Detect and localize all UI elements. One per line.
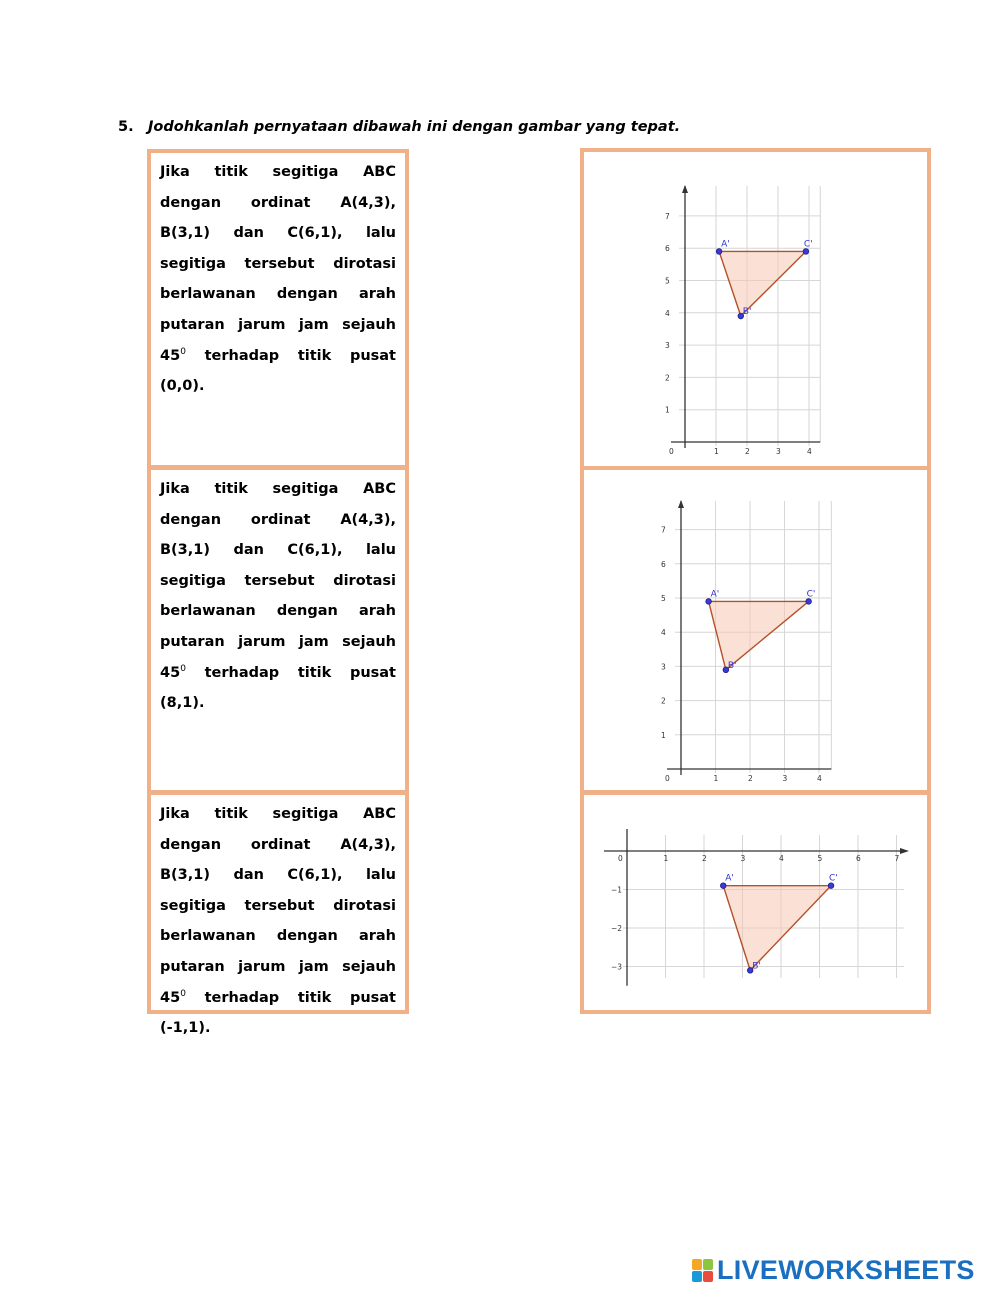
- y-tick-label: 4: [661, 628, 666, 638]
- x-tick-label: 3: [740, 854, 746, 863]
- x-tick-label: 4: [807, 447, 812, 456]
- y-tick-label: 2: [665, 373, 670, 383]
- x-axis-arrow-icon: [900, 848, 909, 854]
- degree-mark: 0: [180, 663, 186, 674]
- logo-text: LIVEWORKSHEETS: [717, 1254, 975, 1285]
- y-tick-label: 7: [661, 525, 666, 535]
- y-tick-label: 5: [661, 594, 666, 603]
- statement-box-1[interactable]: [147, 149, 409, 469]
- x-tick-label: 1: [714, 447, 719, 456]
- graph-box-2[interactable]: [580, 466, 931, 794]
- y-tick-label: 5: [665, 276, 670, 286]
- y-tick-label: −3: [611, 962, 623, 972]
- point-label: C': [803, 239, 813, 250]
- statement-box-3[interactable]: [147, 791, 409, 1037]
- y-tick-label: 6: [665, 244, 670, 254]
- y-tick-label: 1: [661, 730, 666, 740]
- statement-box-2[interactable]: [147, 466, 409, 794]
- point-marker: [803, 249, 809, 255]
- graph-chart-3: [584, 795, 927, 1010]
- liveworksheets-logo: [692, 1254, 975, 1286]
- point-label: B': [727, 660, 737, 671]
- y-tick-label: 3: [661, 662, 666, 672]
- statement-text-3: Jika titik segitiga ABC dengan ordinat A(4,3), B(3,1) dan C(6,1), lalu segitiga tersebut dirotasi berlawanan dengan arah putaran jarum jam sejauh $45^0$ terhadap titik pusat (-1,1).: [160, 806, 396, 1037]
- point-label: A': [725, 873, 734, 884]
- graph-chart-1: [584, 152, 927, 466]
- point-marker: [806, 599, 812, 605]
- x-tick-label: 0: [669, 447, 674, 456]
- point-marker: [716, 249, 722, 255]
- point-label: C': [829, 873, 838, 884]
- question-heading: [118, 119, 818, 135]
- x-tick-label: 5: [817, 854, 823, 863]
- question-text: Jodohkanlah pernyataan dibawah ini dengan gambar yang tepat.: [148, 119, 681, 135]
- degree-mark: 0: [180, 346, 186, 357]
- y-tick-label: −1: [611, 885, 623, 895]
- image-triangle: [719, 251, 806, 316]
- image-triangle: [709, 601, 809, 669]
- point-marker: [720, 883, 726, 889]
- x-tick-label: 2: [748, 774, 753, 783]
- graph-box-1[interactable]: [580, 148, 931, 470]
- x-tick-label: 1: [663, 854, 669, 863]
- x-tick-label: 0: [665, 774, 670, 783]
- point-marker: [828, 883, 834, 889]
- y-tick-label: 7: [665, 211, 670, 221]
- point-marker: [706, 599, 712, 605]
- point-label: A': [710, 589, 720, 600]
- statement-text-2: Jika titik segitiga ABC dengan ordinat A(4,3), B(3,1) dan C(6,1), lalu segitiga tersebut dirotasi berlawanan dengan arah putaran jarum jam sejauh $45^0$ terhadap titik pusat (8,1).: [160, 481, 396, 712]
- y-tick-label: 1: [665, 405, 670, 415]
- x-tick-label: 6: [856, 854, 861, 863]
- y-tick-label: 2: [661, 696, 666, 706]
- point-label: C': [806, 589, 816, 600]
- x-tick-label: 4: [779, 854, 784, 863]
- graph-chart-2: [584, 470, 927, 790]
- y-tick-label: −2: [611, 924, 623, 933]
- y-tick-label: 3: [665, 341, 670, 351]
- y-tick-label: 6: [661, 559, 666, 569]
- y-axis-arrow-icon: [678, 500, 684, 508]
- point-label: A': [721, 239, 730, 250]
- x-tick-label: 2: [745, 447, 750, 456]
- x-tick-label: 1: [713, 774, 719, 783]
- x-tick-label: 4: [817, 774, 822, 783]
- y-axis-arrow-icon: [682, 185, 688, 193]
- x-tick-label: 3: [782, 774, 788, 783]
- question-number: 5.: [118, 119, 134, 135]
- x-tick-label: 2: [702, 854, 707, 863]
- x-tick-label: 7: [894, 854, 900, 863]
- x-tick-label: 3: [776, 447, 781, 456]
- statement-text-1: Jika titik segitiga ABC dengan ordinat A(4,3), B(3,1) dan C(6,1), lalu segitiga tersebut dirotasi berlawanan dengan arah putaran jarum jam sejauh $45^0$ terhadap titik pusat (0,0).: [160, 164, 396, 395]
- point-label: B': [752, 961, 761, 972]
- point-label: B': [742, 307, 752, 318]
- y-tick-label: 4: [665, 308, 670, 318]
- graph-box-3[interactable]: [580, 791, 931, 1014]
- degree-mark: 0: [180, 988, 186, 999]
- logo-mark-icon: [692, 1259, 713, 1282]
- x-tick-label: 0: [618, 854, 623, 863]
